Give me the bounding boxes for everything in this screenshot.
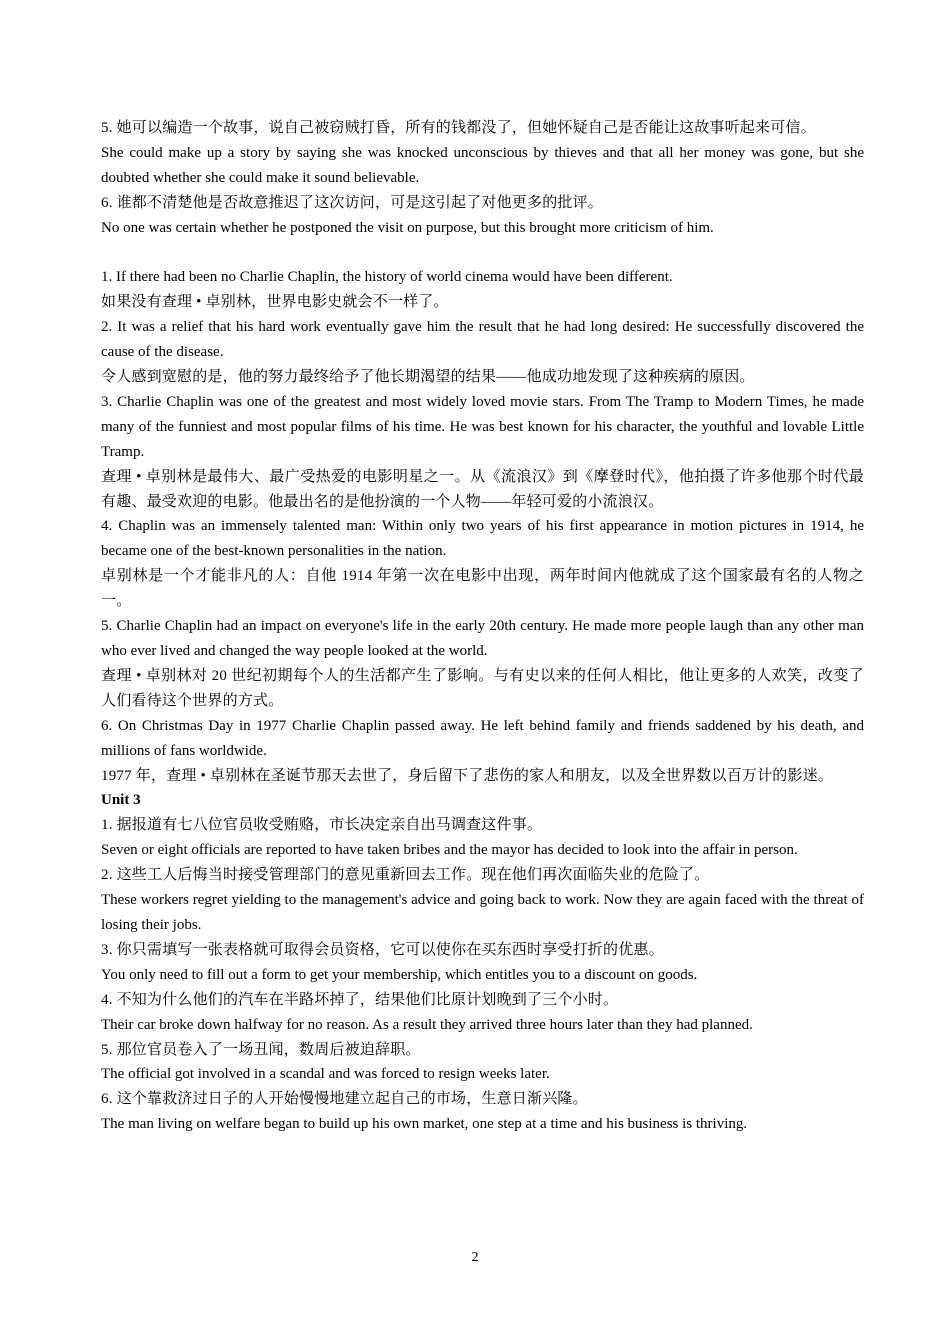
- paragraph-en: The official got involved in a scandal and was forced to resign weeks later.: [101, 1066, 550, 1083]
- paragraph-zh: 令人感到宽慰的是，他的努力最终给予了他长期渴望的结果——他成功地发现了这种疾病的原因。: [101, 369, 755, 386]
- document-body: [101, 116, 864, 1137]
- paragraph-en: The man living on welfare began to build up his own market, one step at a time and his business is thriving.: [101, 1116, 748, 1133]
- paragraph-zh: 6. 谁都不清楚他是否故意推迟了这次访问，可是这引起了对他更多的批评。: [101, 194, 604, 211]
- paragraph-zh: 2. 这些工人后悔当时接受管理部门的意见重新回去工作。现在他们再次面临失业的危险了。: [101, 867, 710, 884]
- paragraph-en: Seven or eight officials are reported to have taken bribes and the mayor has decided to look into the affair in person.: [101, 842, 798, 859]
- paragraph-zh: 5. 她可以编造一个故事，说自己被窃贼打昏，所有的钱都没了，但她怀疑自己是否能让这故事听起来可信。: [101, 120, 816, 136]
- unit-heading: Unit 3: [101, 792, 141, 809]
- paragraph-zh: 卓别林是一个才能非凡的人：自他 1914 年第一次在电影中出现，两年时间内他就成了这个国家最有名的人物之一。: [101, 568, 864, 610]
- paragraph-en: 3. Charlie Chaplin was one of the greatest and most widely loved movie stars. From The Tramp to Modern Times, he made many of the funniest and most popular films of his time. He was best known for his character, the youthful and lovable Little Tramp.: [101, 393, 864, 460]
- paragraph-zh: 1977 年，查理 • 卓别林在圣诞节那天去世了，身后留下了悲伤的家人和朋友，以及全世界数以百万计的影迷。: [101, 767, 834, 784]
- page-number: 2: [471, 1250, 479, 1265]
- paragraph-en: 2. It was a relief that his hard work eventually gave him the result that he had long desired: He successfully discovered the cause of the disease.: [101, 319, 864, 361]
- paragraph-zh: 查理 • 卓别林是最伟大、最广受热爱的电影明星之一。从《流浪汉》到《摩登时代》，他拍摄了许多他那个时代最有趣、最受欢迎的电影。他最出名的是他扮演的一个人物——年轻可爱的小流浪汉。: [101, 468, 864, 510]
- paragraph-zh: 5. 那位官员卷入了一场丑闻，数周后被迫辞职。: [101, 1041, 421, 1058]
- blank-line: [101, 241, 864, 266]
- paragraph-en: You only need to fill out a form to get your membership, which entitles you to a discount on goods.: [101, 966, 698, 983]
- paragraph-zh: 3. 你只需填写一张表格就可取得会员资格，它可以使你在买东西时享受打折的优惠。: [101, 941, 664, 958]
- paragraph-en: 4. Chaplin was an immensely talented man: Within only two years of his first appearance in motion pictures in 1914, he became one of the best-known personalities in the nation.: [101, 518, 864, 560]
- paragraph-zh: 查理 • 卓别林对 20 世纪初期每个人的生活都产生了影响。与有史以来的任何人相比，他让更多的人欢笑，改变了人们看待这个世界的方式。: [101, 667, 864, 709]
- paragraph-zh: 6. 这个靠救济过日子的人开始慢慢地建立起自己的市场，生意日渐兴隆。: [101, 1091, 588, 1108]
- paragraph-en: 6. On Christmas Day in 1977 Charlie Chaplin passed away. He left behind family and friends saddened by his death, and millions of fans worldwide.: [101, 717, 864, 759]
- paragraph-en: Their car broke down halfway for no reason. As a result they arrived three hours later than they had planned.: [101, 1016, 753, 1033]
- paragraph-en: She could make up a story by saying she was knocked unconscious by thieves and that all her money was gone, but she doubted whether she could make it sound believable.: [101, 144, 864, 186]
- paragraph-en: These workers regret yielding to the management's advice and going back to work. Now they are again faced with the threat of losing their jobs.: [101, 892, 864, 933]
- paragraph-en: No one was certain whether he postponed the visit on purpose, but this brought more criticism of him.: [101, 219, 714, 236]
- paragraph-zh: 4. 不知为什么他们的汽车在半路坏掉了，结果他们比原计划晚到了三个小时。: [101, 991, 619, 1008]
- paragraph-en: 1. If there had been no Charlie Chaplin, the history of world cinema would have been different.: [101, 269, 673, 286]
- paragraph-zh: 如果没有查理 • 卓别林，世界电影史就会不一样了。: [101, 294, 449, 311]
- paragraph-en: 5. Charlie Chaplin had an impact on everyone's life in the early 20th century. He made more people laugh than any other man who ever lived and changed the way people looked at the world.: [101, 618, 864, 660]
- paragraph-zh: 1. 据报道有七八位官员收受贿赂，市长决定亲自出马调查这件事。: [101, 817, 543, 834]
